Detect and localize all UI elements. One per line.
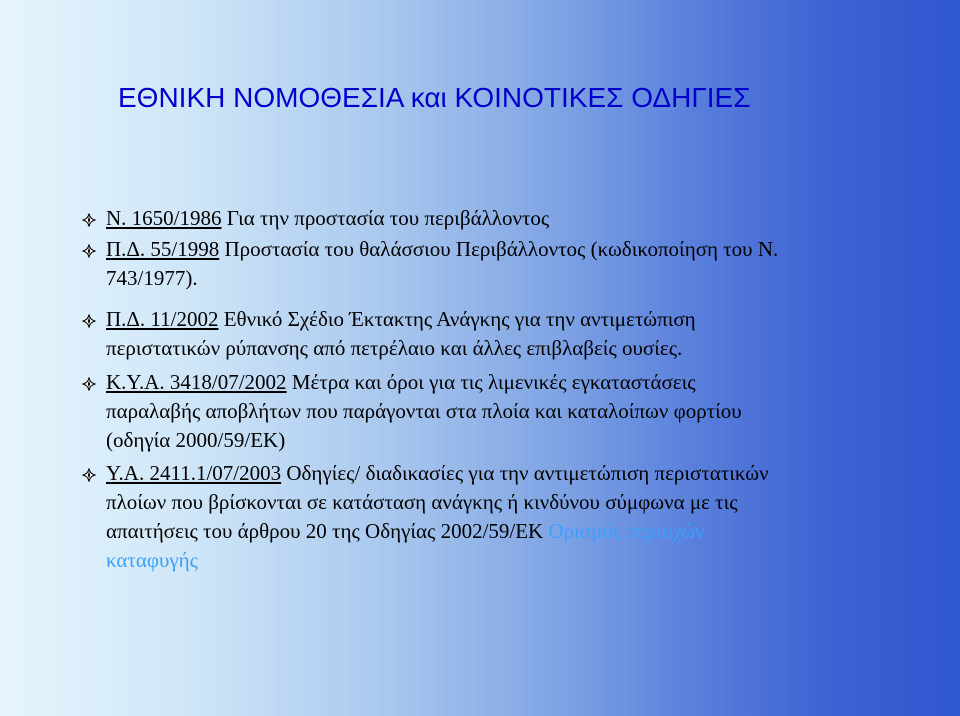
- diamond-bullet-icon: [82, 377, 96, 391]
- law-reference: Υ.Α. 2411.1/07/2003: [106, 461, 282, 485]
- slide-title: ΕΘΝΙΚΗ ΝΟΜΟΘΕΣΙΑ και ΚΟΙΝΟΤΙΚΕΣ ΟΔΗΓΙΕΣ: [118, 82, 751, 113]
- refuge-areas-link-continued[interactable]: καταφυγής: [106, 548, 198, 572]
- law-reference: Π.Δ. 11/2002: [106, 307, 219, 331]
- law-reference: Π.Δ. 55/1998: [106, 237, 220, 261]
- diamond-bullet-icon: [82, 213, 96, 227]
- refuge-areas-link[interactable]: Ορισμός περιοχών: [548, 519, 705, 543]
- law-reference: Ν. 1650/1986: [106, 206, 222, 230]
- law-reference: Κ.Υ.Α. 3418/07/2002: [106, 370, 287, 394]
- diamond-bullet-icon: [82, 468, 96, 482]
- diamond-bullet-icon: [82, 314, 96, 328]
- diamond-bullet-icon: [82, 244, 96, 258]
